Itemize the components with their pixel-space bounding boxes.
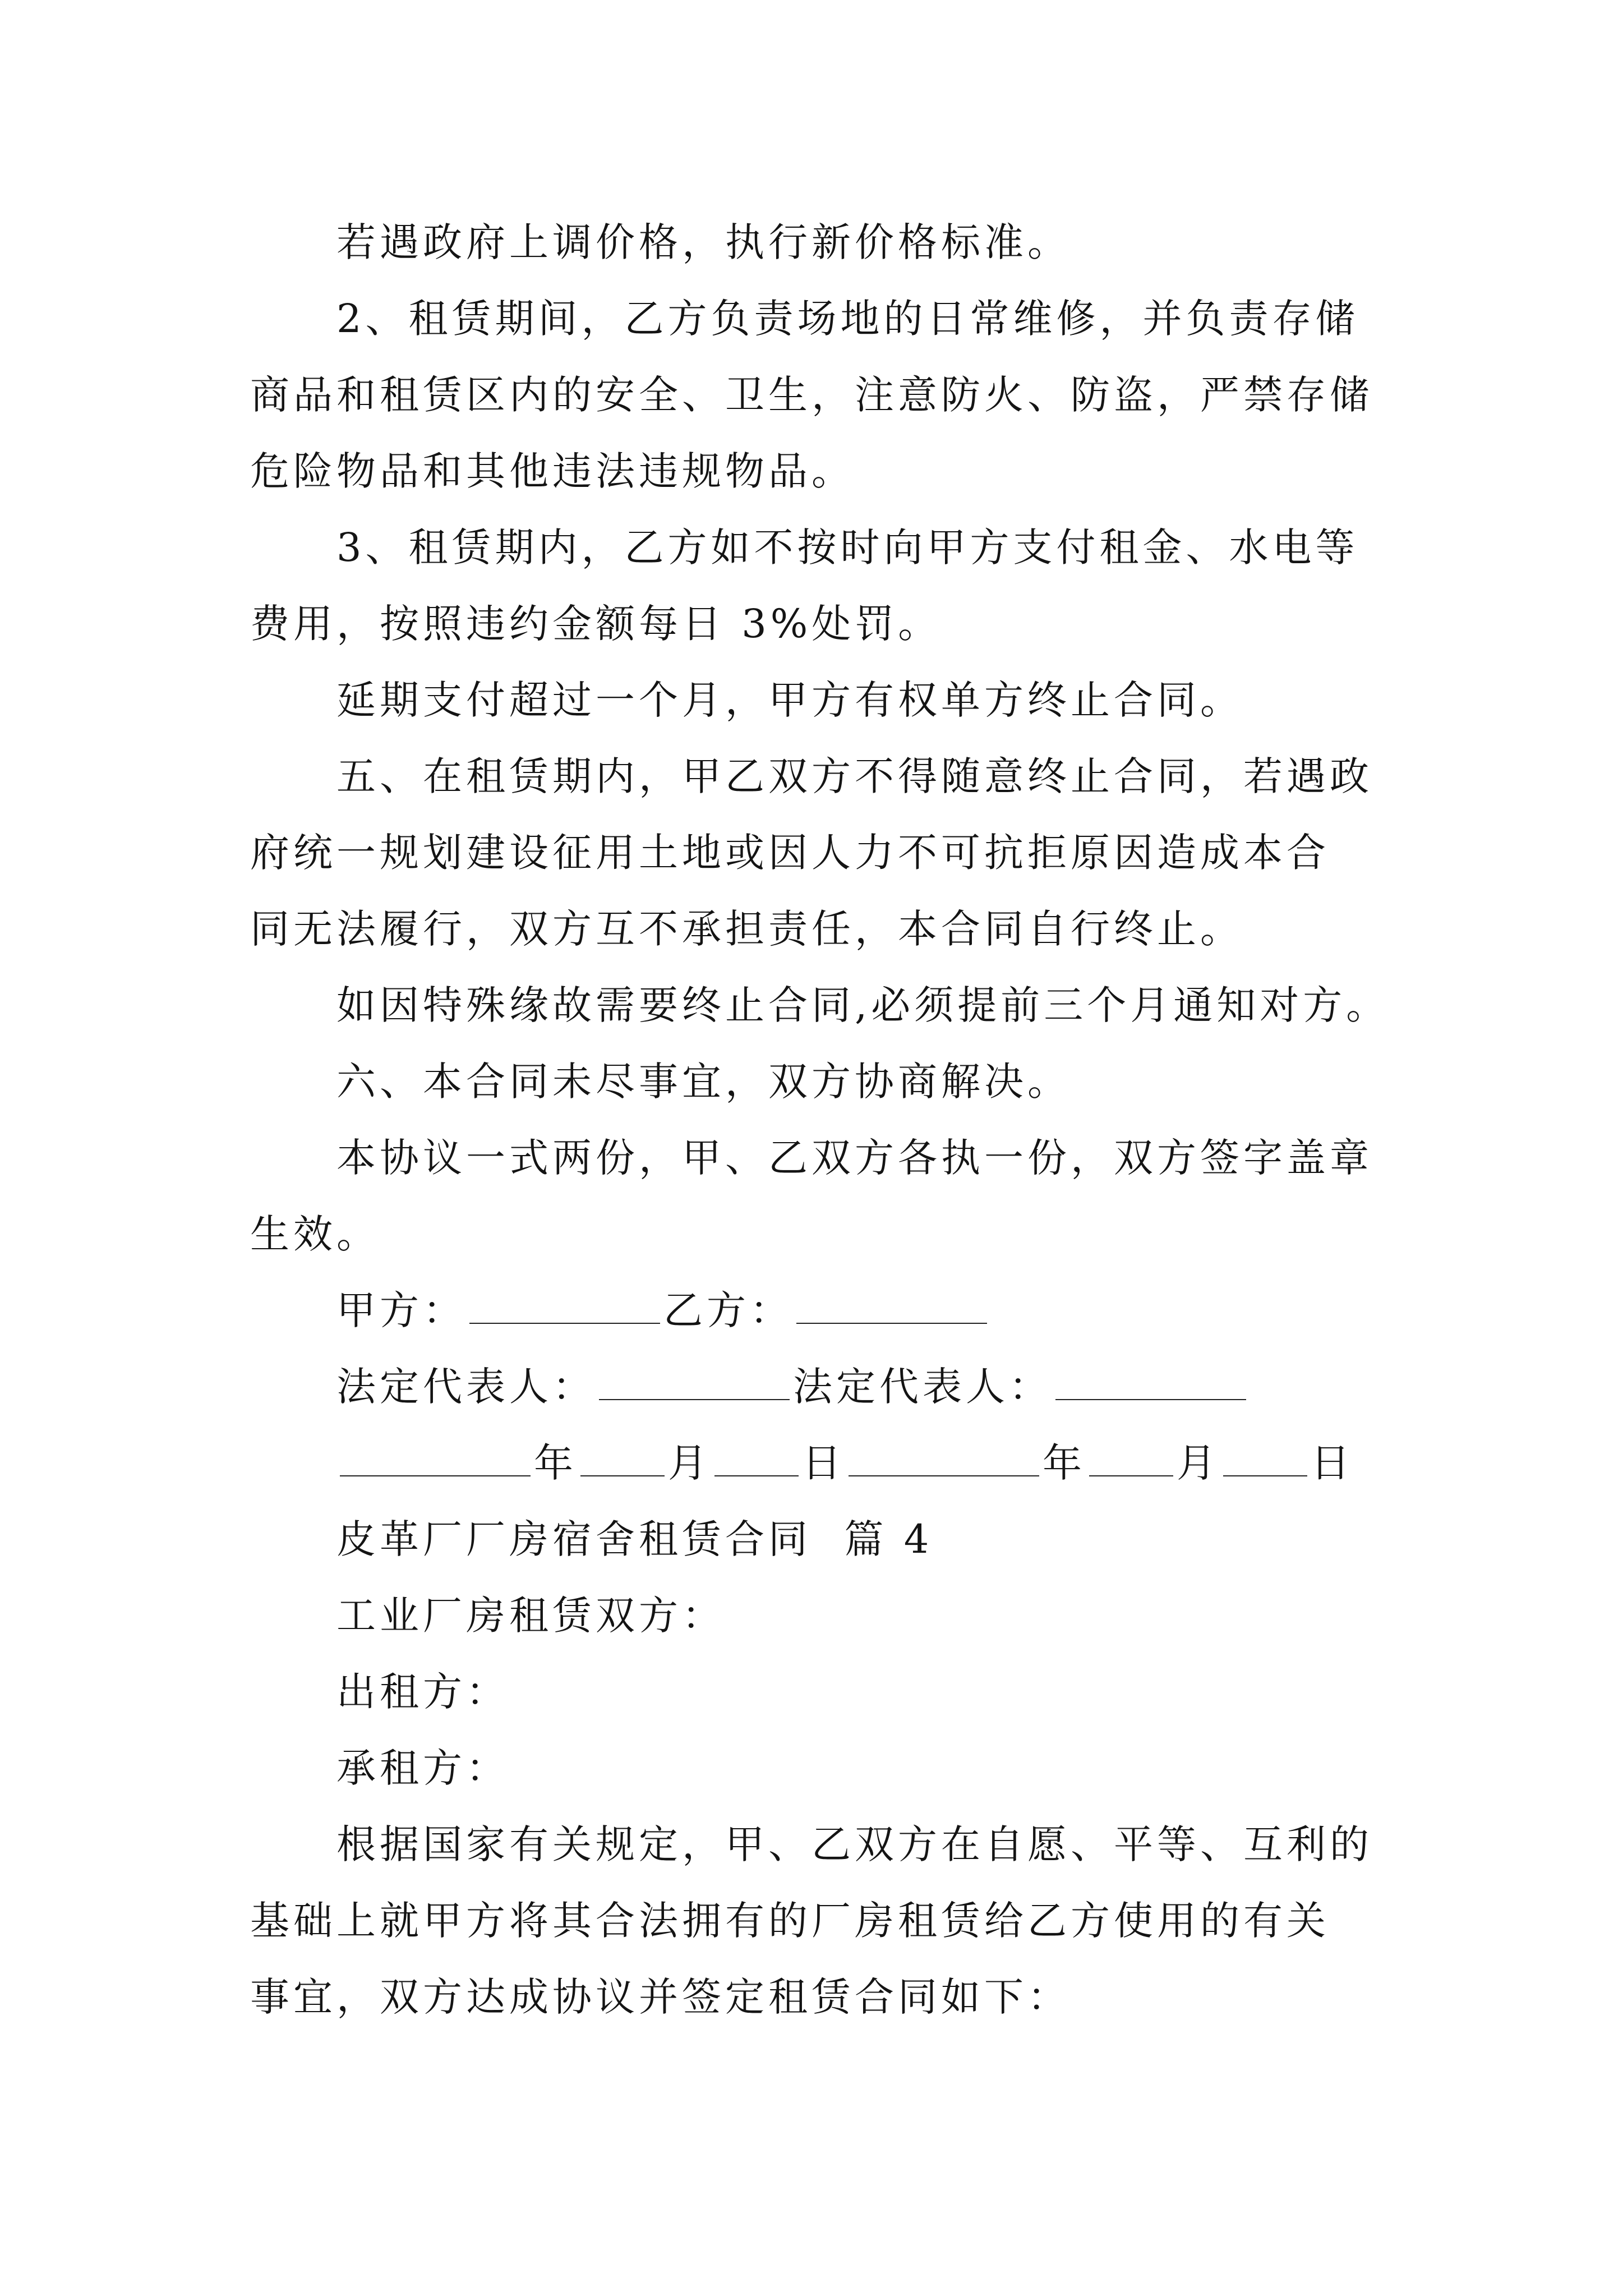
paragraph-price-adjustment: 若遇政府上调价格，执行新价格标准。 — [336, 219, 1071, 265]
signature-representatives-row — [336, 1359, 1249, 1415]
paragraph-basis-line-1: 根据国家有关规定，甲、乙双方在自愿、平等、互利的 — [336, 1821, 1373, 1867]
party-a-blank — [469, 1283, 660, 1324]
date-b-day: 日 — [1311, 1440, 1354, 1486]
date-b-month-blank — [1089, 1436, 1173, 1476]
date-a-day-blank — [714, 1436, 799, 1476]
paragraph-3-line-1: 3、租赁期内，乙方如不按时向甲方支付租金、水电等 — [336, 524, 1359, 570]
date-b-year: 年 — [1043, 1440, 1086, 1486]
paragraph-basis-line-3: 事宜，双方达成协议并签定租赁合同如下： — [250, 1974, 1071, 2020]
paragraph-5-line-3: 同无法履行，双方互不承担责任，本合同自行终止。 — [250, 906, 1243, 952]
paragraph-2-line-3: 危险物品和其他违法违规物品。 — [250, 448, 855, 494]
rep-a-label: 法定代表人： — [336, 1364, 596, 1410]
parties-heading: 工业厂房租赁双方： — [336, 1593, 725, 1639]
section-title: 皮革厂厂房宿舍租赁合同 篇 4 — [336, 1516, 933, 1562]
date-b-day-blank — [1223, 1436, 1307, 1476]
rep-b-label: 法定代表人： — [793, 1364, 1052, 1410]
paragraph-5-line-2: 府统一规划建设征用土地或因人力不可抗拒原因造成本合 — [250, 830, 1330, 876]
rep-a-blank — [599, 1360, 790, 1400]
paragraph-2-line-1: 2、租赁期间，乙方负责场地的日常维修，并负责存储 — [336, 296, 1359, 342]
paragraph-late-payment: 延期支付超过一个月，甲方有权单方终止合同。 — [336, 677, 1243, 723]
party-a-label: 甲方： — [336, 1287, 466, 1333]
date-b-year-blank — [849, 1436, 1039, 1476]
lessee-label: 承租方： — [336, 1745, 509, 1791]
paragraph-5-line-1: 五、在租赁期内，甲乙双方不得随意终止合同，若遇政 — [336, 753, 1373, 799]
paragraph-3-line-2: 费用，按照违约金额每日 3%处罚。 — [250, 601, 942, 647]
paragraph-6: 六、本合同未尽事宜，双方协商解决。 — [336, 1059, 1071, 1105]
date-a-year-blank — [340, 1436, 531, 1476]
paragraph-copies-line-2: 生效。 — [250, 1211, 380, 1257]
date-a-day: 日 — [802, 1440, 845, 1486]
lessor-label: 出租方： — [336, 1669, 509, 1715]
date-a-month: 月 — [668, 1440, 711, 1486]
paragraph-copies-line-1: 本协议一式两份，甲、乙双方各执一份，双方签字盖章 — [336, 1135, 1373, 1181]
paragraph-2-line-2: 商品和租赁区内的安全、卫生，注意防火、防盗，严禁存储 — [250, 372, 1373, 418]
date-a-month-blank — [580, 1436, 665, 1476]
party-b-blank — [796, 1283, 987, 1324]
date-a-year: 年 — [534, 1440, 577, 1486]
signature-dates-row — [336, 1435, 1354, 1491]
signature-parties-row — [336, 1282, 990, 1338]
party-b-label: 乙方： — [663, 1287, 793, 1333]
rep-b-blank — [1055, 1360, 1246, 1400]
paragraph-termination-notice: 如因特殊缘故需要终止合同,必须提前三个月通知对方。 — [336, 982, 1390, 1028]
date-b-month: 月 — [1177, 1440, 1220, 1486]
paragraph-basis-line-2: 基础上就甲方将其合法拥有的厂房租赁给乙方使用的有关 — [250, 1898, 1330, 1944]
